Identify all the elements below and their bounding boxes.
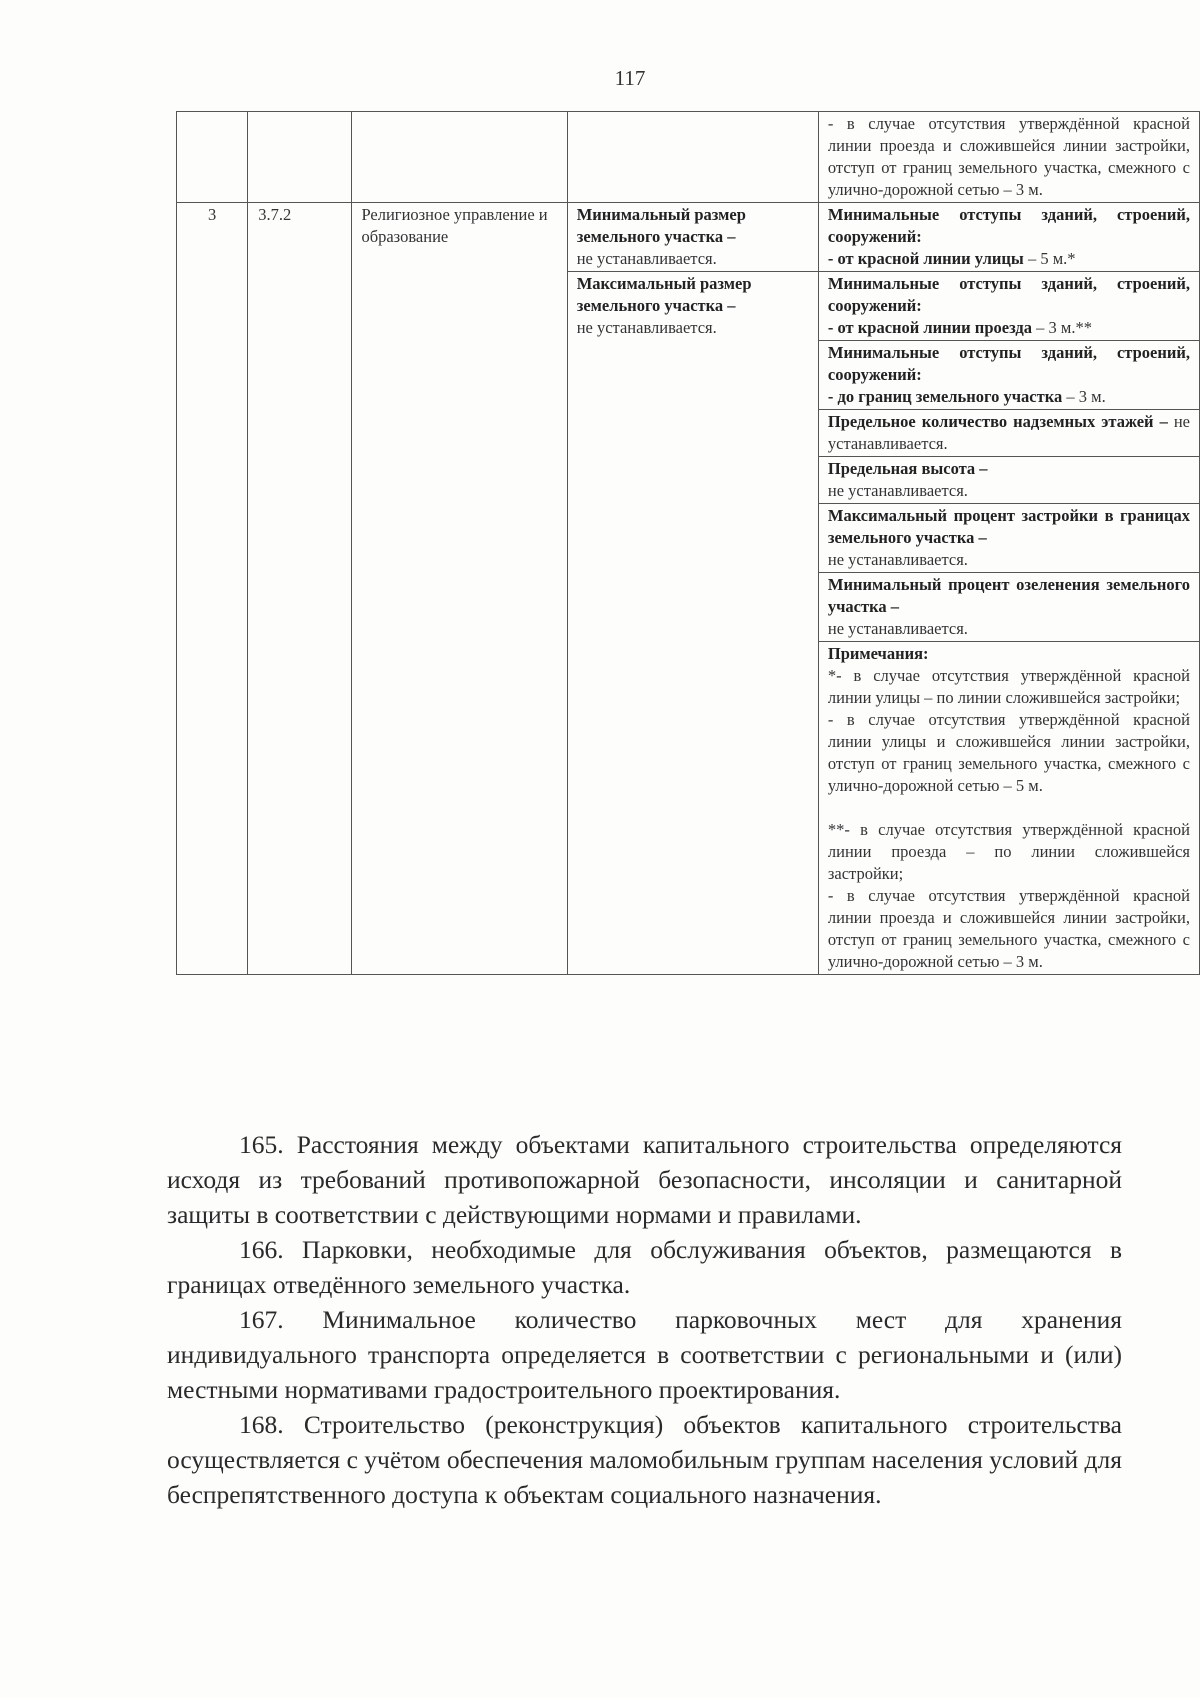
param-min-greening [818, 573, 1199, 642]
min-plot-size [567, 203, 818, 272]
notes-cell [818, 642, 1199, 975]
continuation-note: - в случае отсутствия утверждённой красной линии проезда и сложившейся линии застройки, отступ от границ земельного участка, смежного с улично-дорожной сетью – 3 м. [818, 112, 1199, 203]
param-floors [818, 410, 1199, 457]
cell-empty [177, 112, 248, 203]
param-max-coverage [818, 504, 1199, 573]
param-height [818, 457, 1199, 504]
note-text: *- в случае отсутствия утверждённой красной линии улицы – по линии сложившейся застройки; [827, 666, 1190, 707]
param-value: не устанавливается. [827, 412, 1190, 453]
param-detail: - от красной линии проезда [827, 318, 1032, 337]
cell-empty [567, 112, 818, 203]
cell-empty [352, 112, 567, 203]
use-code: 3.7.2 [248, 203, 352, 975]
table-row [177, 203, 1200, 272]
param-detail: - от красной линии улицы [827, 249, 1024, 268]
note-text: - в случае отсутствия утверждённой красной линии проезда и сложившейся линии застройки, отступ от границ земельного участка, смежного с улично-дорожной сетью – 3 м. [827, 886, 1190, 971]
param-title: Предельная высота – [827, 459, 988, 478]
param-setback-street [818, 203, 1199, 272]
max-plot-size-value: не устанавливается. [576, 318, 717, 337]
param-title: Максимальный процент застройки в границах земельного участка – [827, 506, 1190, 547]
paragraph-168: 168. Строительство (реконструкция) объектов капитального строительства осуществляется с учётом обеспечения маломобильным группам населения условий для беспрепятственного доступа к объектам социального назначения. [167, 1410, 1122, 1509]
param-title: Предельное количество надземных этажей – [827, 412, 1168, 431]
note-text: **- в случае отсутствия утверждённой красной линии проезда – по линии сложившейся застройки; [827, 820, 1190, 883]
zoning-table [176, 111, 1200, 975]
cell-empty [248, 112, 352, 203]
notes-title: Примечания: [827, 644, 929, 663]
max-plot-size [567, 272, 818, 975]
table-row-continuation [177, 112, 1200, 203]
param-title: Минимальные отступы зданий, строений, сооружений: [827, 274, 1190, 315]
param-value: – 5 м.* [1023, 249, 1076, 268]
param-title: Минимальные отступы зданий, строений, сооружений: [827, 343, 1190, 384]
param-setback-driveway [818, 272, 1199, 341]
paragraph-165: 165. Расстояния между объектами капитального строительства определяются исходя из требований противопожарной безопасности, инсоляции и санитарной защиты в соответствии с действующими нормами и правилами. [167, 1130, 1122, 1229]
paragraph-166: 166. Парковки, необходимые для обслуживания объектов, размещаются в границах отведённого земельного участка. [167, 1235, 1122, 1299]
param-detail: - до границ земельного участка [827, 387, 1063, 406]
use-name: Религиозное управление и образование [352, 203, 567, 975]
param-title: Минимальные отступы зданий, строений, сооружений: [827, 205, 1190, 246]
param-setback-plot [818, 341, 1199, 410]
note-text: - в случае отсутствия утверждённой красной линии улицы и сложившейся линии застройки, отступ от границ земельного участка, смежного с улично-дорожной сетью – 5 м. [827, 710, 1190, 795]
param-value: не устанавливается. [827, 619, 968, 638]
param-value: – 3 м. [1062, 387, 1106, 406]
paragraph-167: 167. Минимальное количество парковочных мест для хранения индивидуального транспорта определяется в соответствии с региональными и (или) местными нормативами градостроительного проектирования. [167, 1305, 1122, 1404]
row-number: 3 [177, 203, 248, 975]
param-value: – 3 м.** [1032, 318, 1092, 337]
param-value: не устанавливается. [827, 550, 968, 569]
body-text [167, 1127, 1122, 1512]
min-plot-size-label: Минимальный размер земельного участка – [576, 205, 746, 246]
min-plot-size-value: не устанавливается. [576, 249, 717, 268]
param-title: Минимальный процент озеленения земельного участка – [827, 575, 1190, 616]
max-plot-size-label: Максимальный размер земельного участка – [576, 274, 752, 315]
param-value: не устанавливается. [827, 481, 968, 500]
page-number: 117 [614, 66, 646, 90]
